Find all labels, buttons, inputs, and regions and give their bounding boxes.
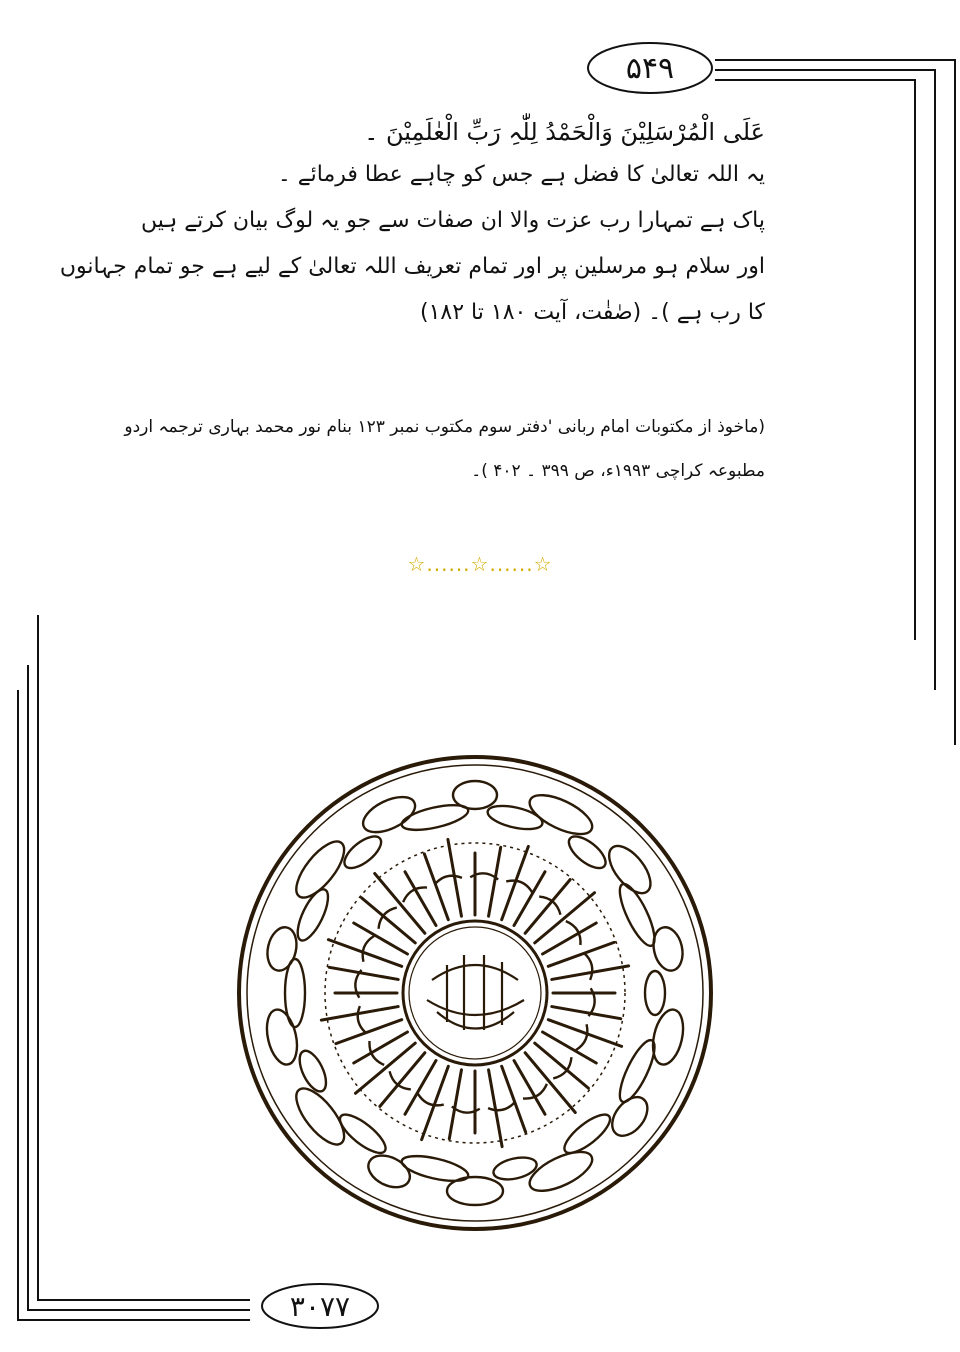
page-number-bottom: ۳۰۷۷ <box>289 1289 351 1323</box>
verse-block <box>59 112 765 336</box>
source-line-2: مطبوعہ کراچی ۱۹۹۳ء، ص ۳۹۹ ۔ ۴۰۲ )۔ <box>471 461 765 481</box>
arabic-verse-line: عَلَی الْمُرْسَلِیْنَ وَالْحَمْدُ لِلّٰہِ رَبِّ الْعٰلَمِیْنَ ۔ <box>364 118 765 146</box>
translation-line-1: پاک ہے تمہارا رب عزت والا ان صفات سے جو یہ لوگ بیان کرتے ہیں <box>140 208 765 233</box>
verse-line-2: یہ اللہ تعالیٰ کا فضل ہے جس کو چاہے عطا فرمائے ۔ <box>277 162 765 187</box>
source-line-1: (ماخوذ از مکتوبات امام ربانی 'دفتر سوم مکتوب نمبر ۱۲۳ بنام نور محمد بہاری ترجمہ اردو <box>124 417 765 437</box>
calligraphy-medallion <box>232 750 718 1236</box>
verse-reference: (صٰفٰت، آیت ۱۸۰ تا ۱۸۲) <box>420 300 642 325</box>
page-number-top: ۵۴۹ <box>625 50 675 86</box>
translation-line-2: اور سلام ہو مرسلین پر اور تمام تعریف اللہ تعالیٰ کے لیے ہے جو تمام جہانوں <box>59 254 765 279</box>
translation-line-3 <box>200 290 765 336</box>
source-citation <box>124 405 765 493</box>
translation-end: کا رب ہے )۔ <box>648 300 765 325</box>
star-ornament: ☆......☆......☆ <box>407 552 553 576</box>
